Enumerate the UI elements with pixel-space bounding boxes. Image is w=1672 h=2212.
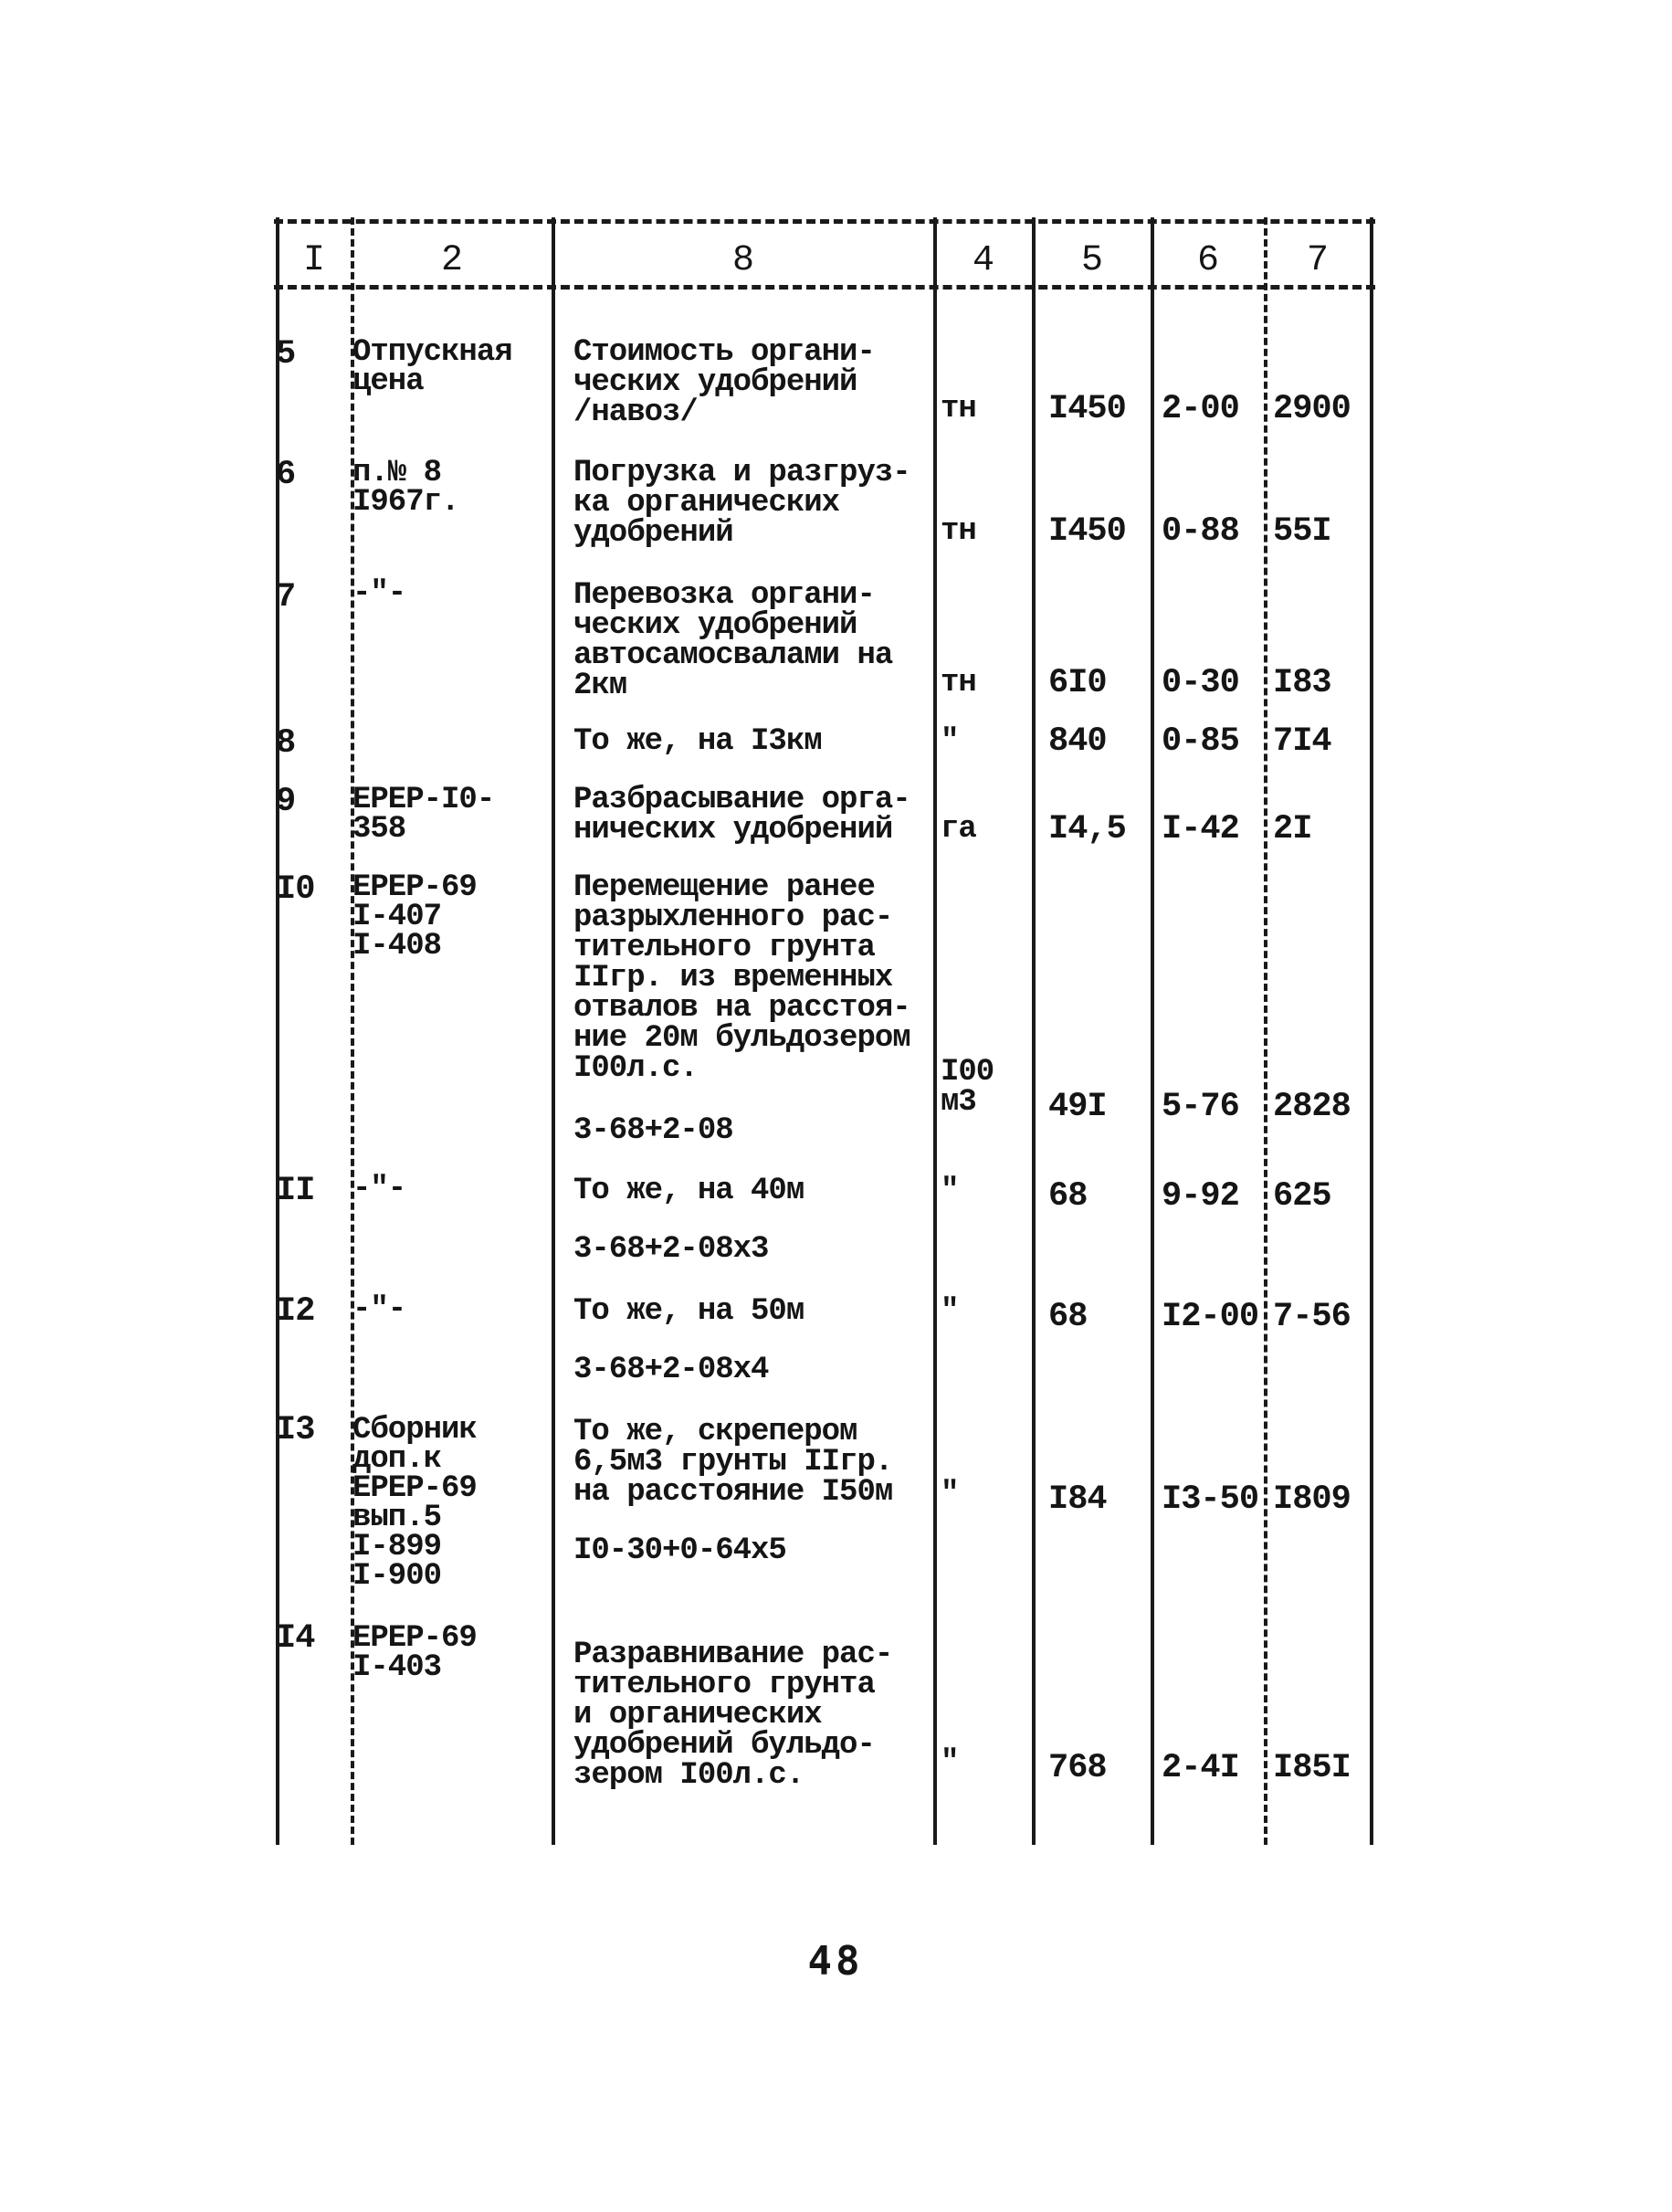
row-unit: I00 м3 xyxy=(941,1055,994,1120)
row-source: ЕРЕР-69 I-403 xyxy=(352,1621,477,1685)
row-cost: 2900 xyxy=(1273,390,1351,428)
row-unit: га xyxy=(941,812,976,847)
row-calculation: I0-30+0-64х5 xyxy=(573,1533,786,1568)
column-border xyxy=(1370,217,1373,1845)
row-number: 5 xyxy=(276,335,296,374)
row-source: -"- xyxy=(352,1172,406,1206)
row-description: Стоимость органи- ческих удобрений /навоз/ xyxy=(573,335,875,430)
column-border xyxy=(1264,217,1267,1845)
row-source: Отпускная цена xyxy=(352,335,512,399)
row-cost: 7-56 xyxy=(1273,1298,1351,1336)
row-unit: " xyxy=(941,1477,959,1512)
row-price: I-42 xyxy=(1162,810,1239,848)
row-description: То же, скрепером 6,5м3 грунты IIгр. на расстояние I50м xyxy=(573,1415,893,1510)
row-price: 5-76 xyxy=(1162,1088,1239,1126)
column-header-1: I xyxy=(302,240,325,281)
row-quantity: I84 xyxy=(1048,1480,1107,1519)
row-unit: " xyxy=(941,1174,959,1208)
header-top-rule xyxy=(274,219,1375,224)
row-quantity: 840 xyxy=(1048,722,1107,761)
row-quantity: 68 xyxy=(1048,1177,1088,1216)
row-unit: " xyxy=(941,1745,959,1780)
row-calculation: 3-68+2-08х4 xyxy=(573,1353,769,1387)
row-cost: I85I xyxy=(1273,1749,1351,1787)
row-calculation: 3-68+2-08 xyxy=(573,1113,733,1148)
row-source: ЕРЕР-I0- 358 xyxy=(352,783,495,847)
row-description: Разбрасывание орга- нических удобрений xyxy=(573,783,910,848)
row-source: п.№ 8 I967г. xyxy=(352,456,459,520)
row-calculation: 3-68+2-08х3 xyxy=(573,1232,769,1267)
row-cost: 55I xyxy=(1273,512,1331,551)
row-number: 7 xyxy=(276,578,296,616)
column-header-6: 6 xyxy=(1196,240,1219,281)
column-header-7: 7 xyxy=(1306,240,1329,281)
row-unit: тн xyxy=(941,392,976,427)
column-header-4: 4 xyxy=(972,240,994,281)
row-cost: 625 xyxy=(1273,1177,1331,1216)
row-number: II xyxy=(276,1172,315,1210)
row-source: -"- xyxy=(352,1292,406,1327)
row-price: 2-4I xyxy=(1162,1749,1239,1787)
row-description: Перемещение ранее разрыхленного рас- тительного грунта IIгр. из временных отвалов на расстоя- ние 20м бульдозером I00л.с. xyxy=(573,870,910,1086)
row-description: То же, на 50м xyxy=(573,1294,804,1329)
row-number: I3 xyxy=(276,1411,315,1449)
column-header-5: 5 xyxy=(1080,240,1103,281)
row-price: 9-92 xyxy=(1162,1177,1239,1216)
row-description: То же, на I3км xyxy=(573,724,822,759)
row-unit: " xyxy=(941,724,959,759)
row-description: То же, на 40м xyxy=(573,1174,804,1208)
row-number: I2 xyxy=(276,1292,315,1331)
row-quantity: 49I xyxy=(1048,1088,1107,1126)
row-unit: тн xyxy=(941,514,976,549)
row-unit: " xyxy=(941,1294,959,1329)
row-quantity: I450 xyxy=(1048,390,1126,428)
row-price: 2-00 xyxy=(1162,390,1239,428)
row-source: ЕРЕР-69 I-407 I-408 xyxy=(352,870,477,964)
row-number: 9 xyxy=(276,783,296,821)
row-quantity: I4,5 xyxy=(1048,810,1126,848)
page-number: 48 xyxy=(807,1938,864,1985)
row-number: I4 xyxy=(276,1619,315,1658)
row-unit: тн xyxy=(941,666,976,700)
row-quantity: 768 xyxy=(1048,1749,1107,1787)
row-quantity: 6I0 xyxy=(1048,664,1107,702)
row-description: Разравнивание рас- тительного грунта и органических удобрений бульдо- зером I00л.с. xyxy=(573,1638,893,1793)
row-description: Погрузка и разгруз- ка органических удобрений xyxy=(573,456,910,551)
column-border xyxy=(1151,217,1154,1845)
row-cost: I809 xyxy=(1273,1480,1351,1519)
row-price: 0-85 xyxy=(1162,722,1239,761)
row-number: 6 xyxy=(276,456,296,494)
row-cost: 2I xyxy=(1273,810,1312,848)
row-quantity: I450 xyxy=(1048,512,1126,551)
row-number: 8 xyxy=(276,724,296,763)
row-price: I3-50 xyxy=(1162,1480,1259,1519)
row-source: Сборник доп.к ЕРЕР-69 вып.5 I-899 I-900 xyxy=(352,1413,477,1594)
column-border xyxy=(1032,217,1036,1845)
column-header-2: 2 xyxy=(440,240,463,281)
row-description: Перевозка органи- ческих удобрений автосамосвалами на 2км xyxy=(573,578,893,703)
row-cost: 7I4 xyxy=(1273,722,1331,761)
row-cost: I83 xyxy=(1273,664,1331,702)
row-price: I2-00 xyxy=(1162,1298,1259,1336)
row-quantity: 68 xyxy=(1048,1298,1088,1336)
row-cost: 2828 xyxy=(1273,1088,1351,1126)
row-number: I0 xyxy=(276,870,315,909)
row-source: -"- xyxy=(352,576,406,611)
row-price: 0-30 xyxy=(1162,664,1239,702)
row-price: 0-88 xyxy=(1162,512,1239,551)
column-header-3: 8 xyxy=(731,240,754,281)
